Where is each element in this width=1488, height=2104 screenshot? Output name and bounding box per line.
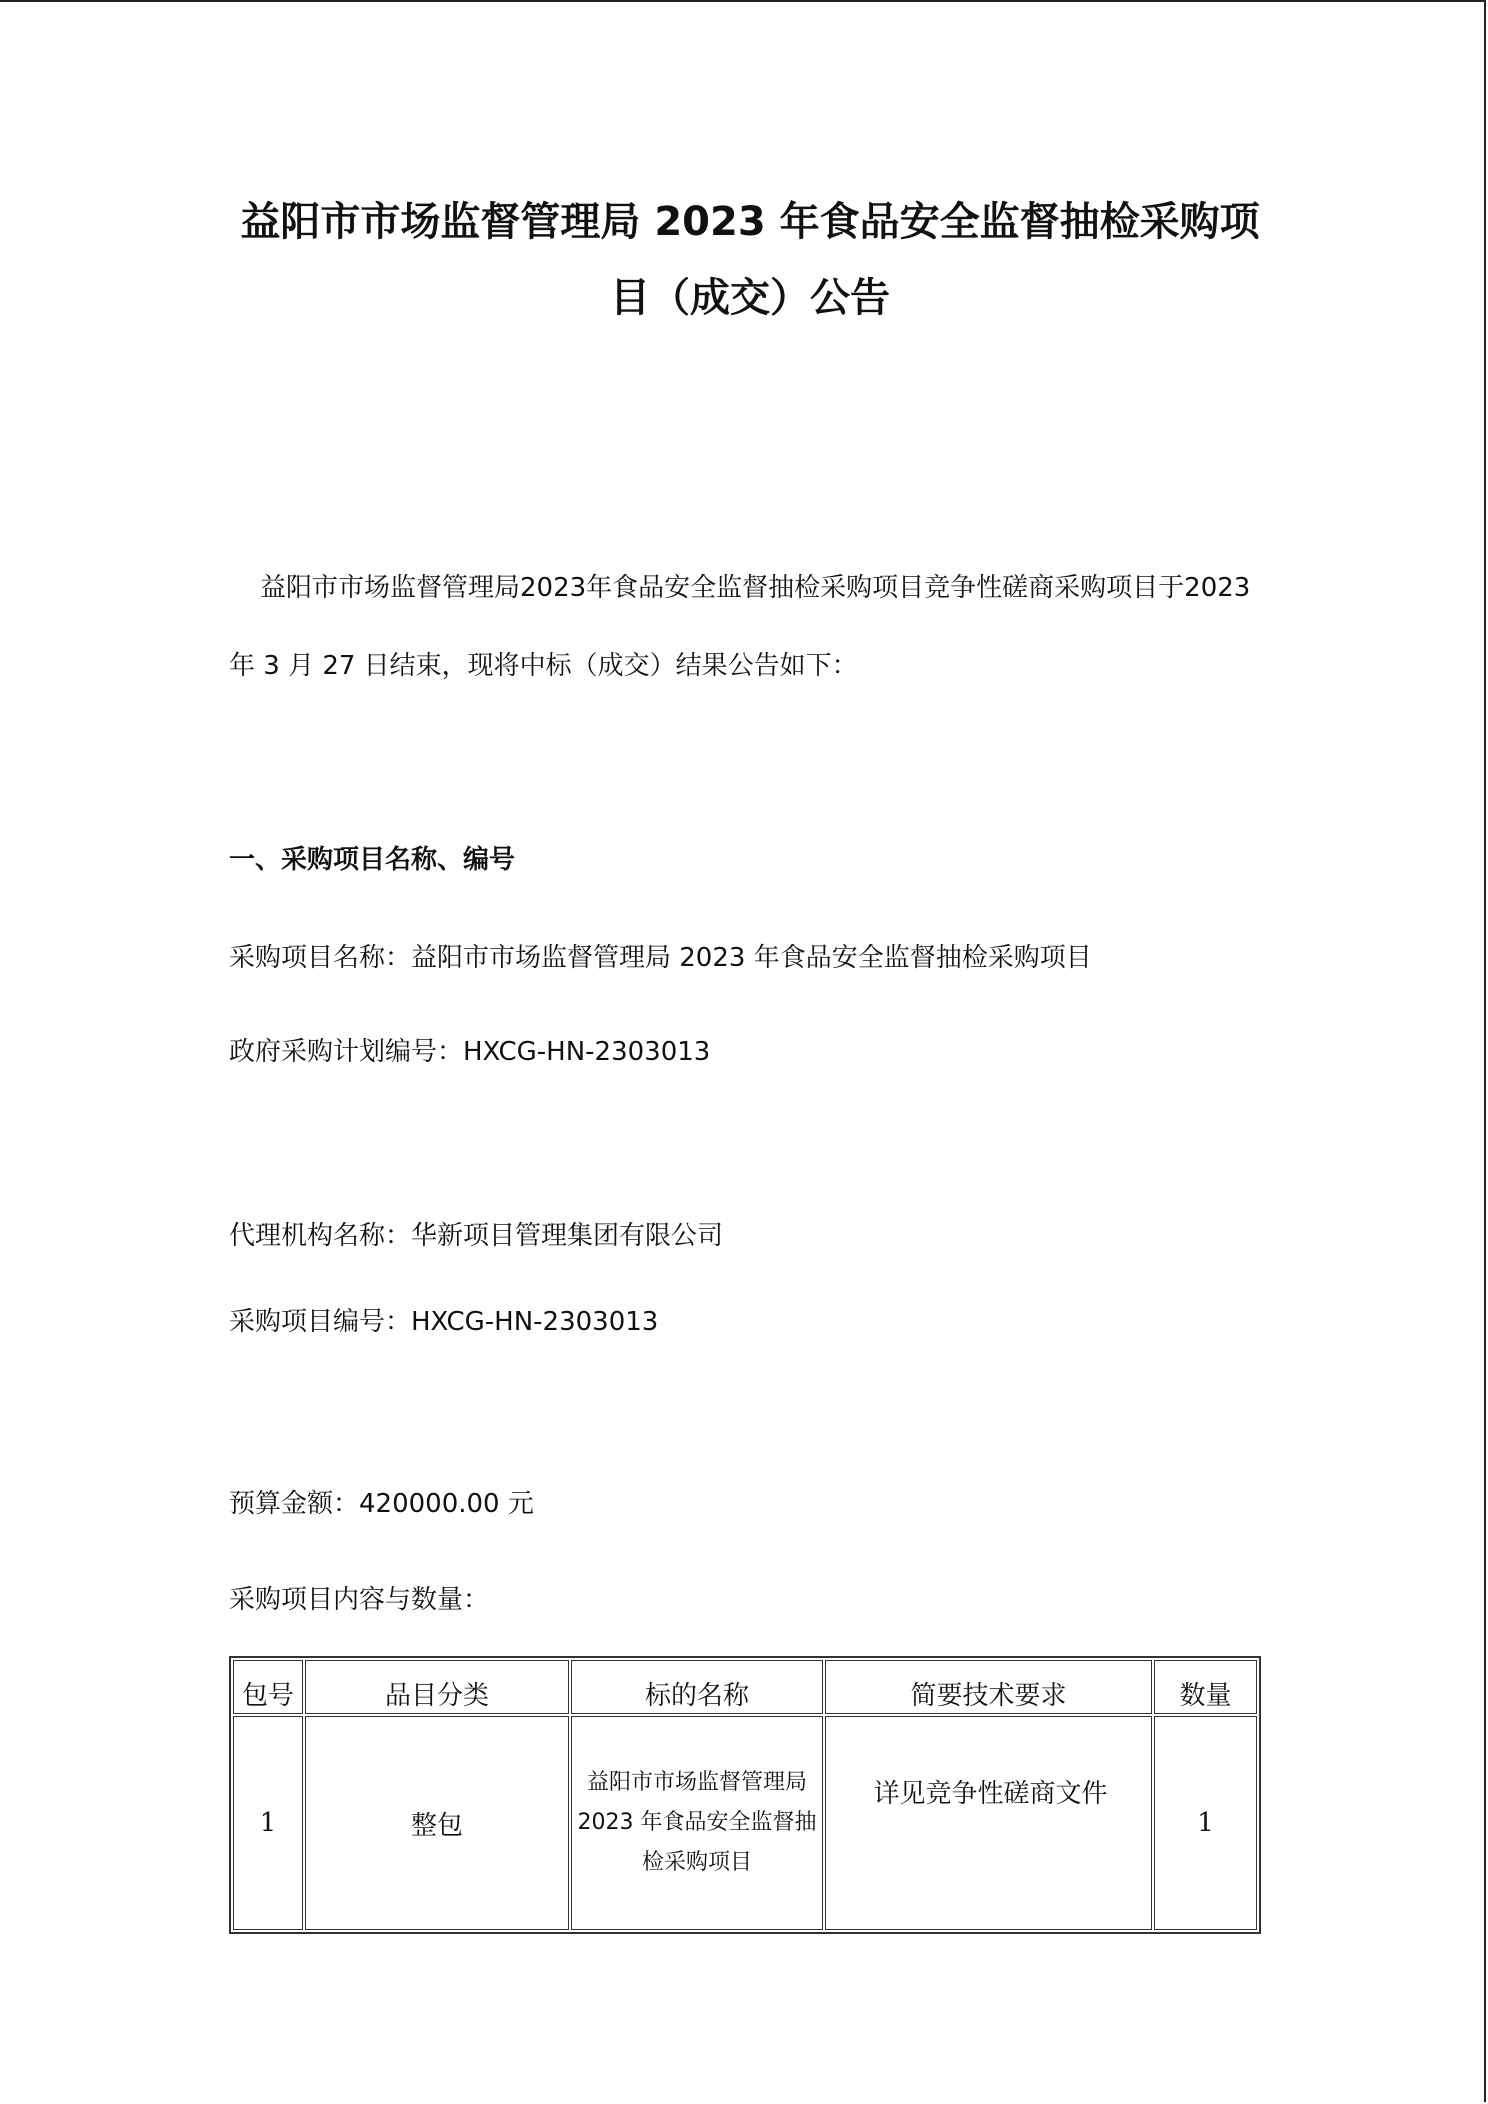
project-number: 采购项目编号：HXCG-HN-2303013 xyxy=(229,1307,659,1337)
header-technical-requirements: 简要技术要求 xyxy=(825,1660,1152,1714)
content-quantity-label: 采购项目内容与数量： xyxy=(229,1585,490,1615)
intro-paragraph-line-2: 年 3 月 27 日结束，现将中标（成交）结果公告如下： xyxy=(229,651,858,681)
procurement-items-table xyxy=(229,1656,1261,1934)
table-header-row xyxy=(233,1660,1257,1714)
cell-category: 整包 xyxy=(305,1716,569,1930)
cell-package-number: 1 xyxy=(233,1716,303,1930)
cell-technical-requirements: 详见竞争性磋商文件 xyxy=(825,1716,1152,1930)
intro-paragraph-line-1: 益阳市市场监督管理局2023年食品安全监督抽检采购项目竞争性磋商采购项目于2023 xyxy=(260,573,1251,603)
budget-amount: 预算金额：420000.00 元 xyxy=(229,1489,534,1519)
header-category: 品目分类 xyxy=(305,1660,569,1714)
document-title-line-1: 益阳市市场监督管理局 2023 年食品安全监督抽检采购项 xyxy=(240,199,1260,245)
project-name: 采购项目名称：益阳市市场监督管理局 2023 年食品安全监督抽检采购项目 xyxy=(229,943,1092,973)
header-quantity: 数量 xyxy=(1154,1660,1257,1714)
agency-name: 代理机构名称：华新项目管理集团有限公司 xyxy=(229,1221,724,1251)
document-title-line-2: 目（成交）公告 xyxy=(610,275,890,321)
table-row xyxy=(233,1716,1257,1930)
item-name-line-3: 检采购项目 xyxy=(641,1850,752,1875)
section-1-heading: 一、采购项目名称、编号 xyxy=(229,845,516,875)
cell-quantity: 1 xyxy=(1154,1716,1257,1930)
header-package-number: 包号 xyxy=(233,1660,303,1714)
cell-item-name xyxy=(571,1716,823,1930)
item-name-line-1: 益阳市市场监督管理局 xyxy=(586,1770,807,1795)
header-item-name: 标的名称 xyxy=(571,1660,823,1714)
item-name-line-2: 2023 年食品安全监督抽 xyxy=(577,1810,817,1835)
plan-number: 政府采购计划编号：HXCG-HN-2303013 xyxy=(229,1037,711,1067)
